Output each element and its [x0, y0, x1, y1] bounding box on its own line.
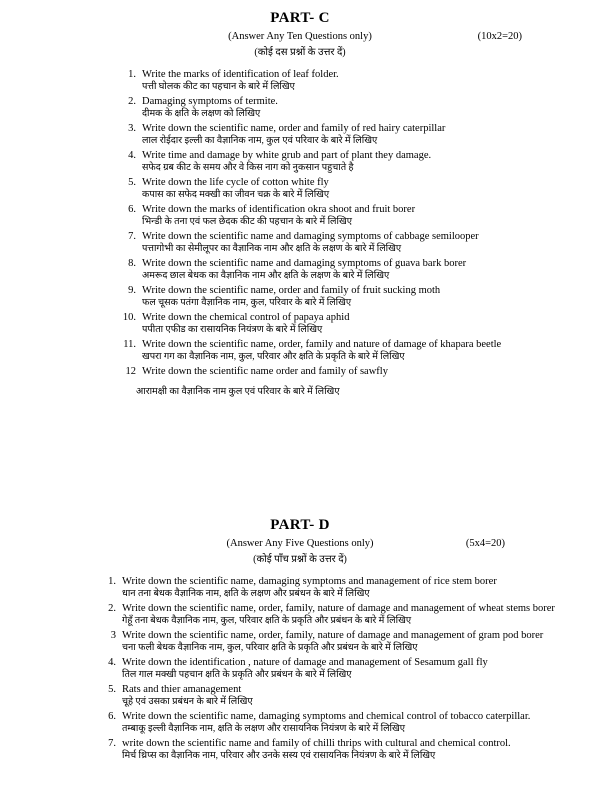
question-body — [122, 656, 555, 682]
question-text-hi: गेहूँ तना बेधक वैज्ञानिक नाम, कुल, परिवार क्षति के प्रकृति और प्रबंधन के बारे में लिखिए — [122, 616, 412, 626]
question-text-hi: भिन्डी के तना एवं फल छेदक कीट की पहचान के बारे में लिखिए — [142, 217, 352, 227]
question-body — [142, 230, 540, 256]
question-number: 1. — [108, 576, 116, 587]
question-item — [90, 737, 555, 763]
question-number: 7. — [128, 231, 136, 242]
question-text-hi: सफेद ग्रब कीट के समय और वे किस नाग को नुकसान पहुचाते है — [142, 163, 354, 173]
question-item — [90, 656, 555, 682]
question-number: 7. — [108, 738, 116, 749]
question-item — [110, 68, 540, 94]
part-c-instruction: (Answer Any Ten Questions only) — [228, 31, 372, 42]
question-text-hi: चना फली बेधक वैज्ञानिक नाम, कुल, परिवार क्षति के प्रकृति और प्रबंधन के बारे में लिखिए — [122, 643, 418, 653]
question-text-en: Write down the scientific name and damaging symptoms of guava bark borer — [142, 258, 467, 269]
question-item — [110, 203, 540, 229]
part-d-instruction-hindi: (कोई पाँच प्रश्नों के उत्तर दें) — [253, 554, 347, 565]
part-d-instruction: (Answer Any Five Questions only) — [226, 538, 374, 549]
question-text-hi: पपीता एफीड का रासायनिक नियंत्रण के बारे में लिखिए — [142, 325, 323, 335]
question-number: 4. — [108, 657, 116, 668]
question-item — [110, 230, 540, 256]
question-text-en: Write down the scientific name, order and family of red hairy caterpillar — [142, 123, 446, 134]
question-body — [142, 284, 540, 310]
question-text-en: Write down the scientific name, order, family and nature of damage of khapara beetle — [142, 339, 502, 350]
question-number: 10. — [122, 312, 136, 323]
part-c-section — [0, 0, 600, 397]
question-number: 4. — [128, 150, 136, 161]
question-text-hi: अमरूद छाल बेधक का वैज्ञानिक नाम और क्षति के लक्षण के बारे में लिखिए — [142, 271, 390, 281]
question-number: 5. — [108, 684, 116, 695]
question-body — [142, 257, 540, 283]
part-d-instruction-line — [0, 538, 600, 549]
question-text-hi: फल चूसक पतंगा वैज्ञानिक नाम, कुल, परिवार के बारे में लिखिए — [142, 298, 352, 308]
question-body — [142, 365, 540, 378]
part-c-question-list — [110, 68, 540, 378]
question-text-en: Write down the scientific name, damaging symptoms and chemical control of tobacco caterpillar. — [122, 711, 531, 722]
question-item — [110, 311, 540, 337]
question-text-en: Write down the scientific name and damaging symptoms of cabbage semilooper — [142, 231, 479, 242]
question-body — [142, 203, 540, 229]
part-d-section — [0, 517, 600, 763]
question-text-hi: लाल रोईदार इल्ली का वैज्ञानिक नाम, कुल एवं परिवार के बारे में लिखिए — [142, 136, 378, 146]
question-text-hi: पत्तागोभी का सेमीलूपर का वैज्ञानिक नाम और क्षति के लक्षण के बारे में लिखिए — [142, 244, 402, 254]
question-item — [90, 575, 555, 601]
question-text-en: Write down the scientific name, damaging symptoms and management of rice stem borer — [122, 576, 497, 587]
question-item — [110, 257, 540, 283]
question-number: 12 — [125, 366, 136, 377]
question-item — [90, 710, 555, 736]
question-body — [122, 629, 555, 655]
question-text-hi: तिल गाल मक्खी पहचान क्षति के प्रकृति और प्रबंधन के बारे में लिखिए — [122, 670, 352, 680]
part-c-instruction-hindi: (कोई दस प्रश्नों के उत्तर दें) — [254, 47, 346, 58]
question-body — [122, 602, 555, 628]
question-item — [110, 149, 540, 175]
question-number: 2. — [108, 603, 116, 614]
question-item — [110, 365, 540, 378]
question-text-hi: कपास का सफेद मक्खी का जीवन चक्र के बारे में लिखिए — [142, 190, 330, 200]
question-text-en: Write down the identification , nature of damage and management of Sesamum gall fly — [122, 657, 488, 668]
question-item — [90, 683, 555, 709]
question-body — [142, 95, 540, 121]
question-body — [142, 149, 540, 175]
question-text-hi: दीमक के क्षति के लक्षण को लिखिए — [142, 109, 261, 119]
question-number: 2. — [128, 96, 136, 107]
question-text-hi: धान तना बेधक वैज्ञानिक नाम, क्षति के लक्षण और प्रबंधन के बारे में लिखिए — [122, 589, 370, 599]
question-number: 6. — [108, 711, 116, 722]
question-text-en: Write the marks of identification of leaf folder. — [142, 69, 339, 80]
question-body — [122, 710, 555, 736]
question-text-en: Write time and damage by white grub and part of plant they damage. — [142, 150, 432, 161]
question-text-en: Write down the marks of identification okra shoot and fruit borer — [142, 204, 416, 215]
question-item — [90, 602, 555, 628]
question-number: 8. — [128, 258, 136, 269]
question-number: 5. — [128, 177, 136, 188]
part-c-closing-hindi: आरामक्षी का वैज्ञानिक नाम कुल एवं परिवार के बारे में लिखिए — [136, 387, 340, 397]
question-item — [110, 95, 540, 121]
question-number: 11. — [123, 339, 136, 350]
question-body — [142, 68, 540, 94]
question-text-hi: चूहे एवं उसका प्रबंधन के बारे में लिखिए — [122, 697, 253, 707]
question-item — [110, 284, 540, 310]
question-item — [90, 629, 555, 655]
part-c-title: PART- C — [270, 10, 330, 26]
question-number: 1. — [128, 69, 136, 80]
question-body — [122, 575, 555, 601]
question-text-hi: पत्ती घोलक कीट का पहचान के बारे में लिखिए — [142, 82, 295, 92]
question-body — [142, 338, 540, 364]
question-number: 3 — [110, 630, 116, 641]
page-spacer — [0, 397, 600, 517]
part-c-marks: (10x2=20) — [477, 31, 522, 42]
question-text-en: Write down the scientific name, order, family, nature of damage and management of wheat stems borer — [122, 603, 555, 614]
question-number: 9. — [128, 285, 136, 296]
question-item — [110, 176, 540, 202]
part-d-marks: (5x4=20) — [465, 538, 505, 549]
question-item — [110, 338, 540, 364]
question-text-en: Write down the scientific name, order and family of fruit sucking moth — [142, 285, 441, 296]
question-text-en: Write down the life cycle of cotton white fly — [142, 177, 329, 188]
question-body — [122, 737, 555, 763]
question-text-hi: खपरा गग का वैज्ञानिक नाम, कुल, परिवार और क्षति के प्रकृति के बारे में लिखिए — [142, 352, 405, 362]
part-d-question-list — [90, 575, 555, 763]
question-text-hi: मिर्च थ्रिप्स का वैज्ञानिक नाम, परिवार और उनके सस्य एवं रासायनिक नियंत्रण के बारे में लिखिए — [122, 751, 436, 761]
question-number: 3. — [128, 123, 136, 134]
question-text-en: Write down the scientific name, order, family, nature of damage and management of gram pod borer — [122, 630, 544, 641]
question-text-en: Damaging symptoms of termite. — [142, 96, 278, 107]
question-text-en: Rats and thier amanagement — [122, 684, 242, 695]
question-body — [142, 311, 540, 337]
question-text-en: Write down the scientific name order and family of sawfly — [142, 366, 388, 377]
part-d-title: PART- D — [270, 517, 330, 533]
question-text-en: write down the scientific name and family of chilli thrips with cultural and chemical control. — [122, 738, 511, 749]
question-body — [122, 683, 555, 709]
question-body — [142, 122, 540, 148]
question-text-hi: तम्बाकू इल्ली वैज्ञानिक नाम, क्षति के लक्षण और रासायनिक नियंत्रण के बारे में लिखिए — [122, 724, 406, 734]
question-item — [110, 122, 540, 148]
question-body — [142, 176, 540, 202]
question-text-en: Write down the chemical control of papaya aphid — [142, 312, 350, 323]
question-number: 6. — [128, 204, 136, 215]
part-c-instruction-line — [0, 31, 600, 42]
